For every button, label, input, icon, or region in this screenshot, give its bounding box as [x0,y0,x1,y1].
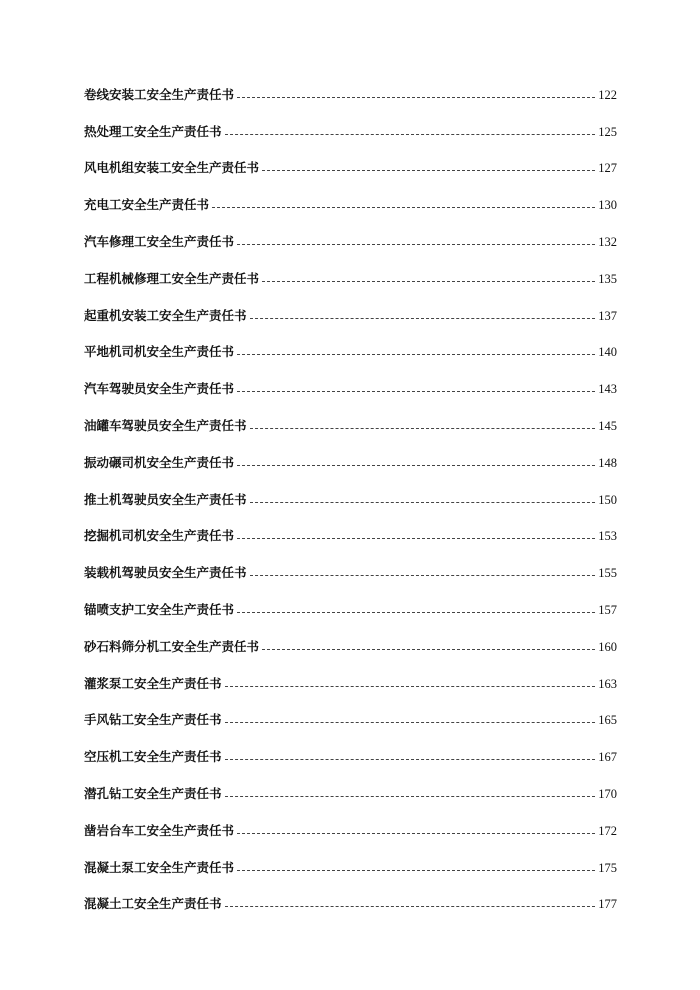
toc-dot-leader [262,649,595,650]
toc-entry[interactable] [84,771,617,808]
toc-entry[interactable] [84,808,617,845]
toc-dot-leader [262,281,595,282]
toc-dot-leader [225,722,596,723]
toc-entry-title: 推土机驾驶员安全生产责任书 [84,491,247,507]
toc-dot-leader [250,502,596,503]
toc-entry[interactable] [84,661,617,698]
toc-page-number: 165 [598,713,617,728]
toc-page-number: 122 [598,87,617,102]
toc-entry-title: 风电机组安装工安全生产责任书 [84,160,260,176]
toc-entry-title: 工程机械修理工安全生产责任书 [84,270,260,286]
toc-dot-leader [225,134,596,135]
toc-dot-leader [237,97,595,98]
toc-dot-leader [225,686,596,687]
toc-page-number: 172 [598,823,617,838]
toc-dot-leader [225,796,596,797]
toc-page-number: 145 [598,418,617,433]
toc-entry[interactable] [84,403,617,440]
toc-entry-title: 卷线安装工安全生产责任书 [84,86,235,102]
toc-entry[interactable] [84,293,617,330]
toc-page-number: 160 [598,639,617,654]
toc-entry[interactable] [84,146,617,183]
toc-entry-title: 凿岩台车工安全生产责任书 [84,822,235,838]
toc-entry-title: 空压机工安全生产责任书 [84,749,222,765]
toc-dot-leader [212,207,595,208]
toc-entry[interactable] [84,366,617,403]
toc-page-number: 175 [598,860,617,875]
toc-entry-title: 锚喷支护工安全生产责任书 [84,601,235,617]
toc-dot-leader [225,759,596,760]
toc-page-number: 155 [598,566,617,581]
toc-entry-title: 潜孔钻工安全生产责任书 [84,785,222,801]
table-of-contents [84,72,617,918]
toc-dot-leader [250,575,596,576]
toc-entry[interactable] [84,72,617,109]
toc-page-number: 132 [598,234,617,249]
toc-entry[interactable] [84,182,617,219]
toc-dot-leader [250,428,596,429]
toc-entry-title: 油罐车驾驶员安全生产责任书 [84,417,247,433]
toc-entry[interactable] [84,845,617,882]
toc-dot-leader [225,906,596,907]
toc-dot-leader [237,354,595,355]
toc-page-number: 135 [598,271,617,286]
toc-page-number: 148 [598,455,617,470]
toc-page-number: 157 [598,602,617,617]
toc-entry-title: 手风钻工安全生产责任书 [84,712,222,728]
toc-entry-title: 充电工安全生产责任书 [84,197,210,213]
toc-entry[interactable] [84,477,617,514]
toc-page-number: 150 [598,492,617,507]
toc-entry[interactable] [84,219,617,256]
toc-page-number: 163 [598,676,617,691]
toc-entry-title: 振动碾司机安全生产责任书 [84,454,235,470]
toc-page-number: 167 [598,750,617,765]
toc-entry-title: 热处理工安全生产责任书 [84,123,222,139]
toc-entry[interactable] [84,624,617,661]
toc-dot-leader [237,538,595,539]
toc-dot-leader [237,833,595,834]
toc-entry-title: 砂石料筛分机工安全生产责任书 [84,638,260,654]
toc-entry[interactable] [84,698,617,735]
toc-entry[interactable] [84,514,617,551]
toc-entry-title: 起重机安装工安全生产责任书 [84,307,247,323]
toc-entry-title: 混凝土泵工安全生产责任书 [84,859,235,875]
toc-entry[interactable] [84,109,617,146]
toc-entry[interactable] [84,587,617,624]
toc-page-number: 143 [598,382,617,397]
toc-page-number: 140 [598,345,617,360]
toc-page-number: 177 [598,897,617,912]
toc-dot-leader [237,870,595,871]
toc-entry[interactable] [84,882,617,919]
toc-dot-leader [237,391,595,392]
toc-dot-leader [250,318,596,319]
toc-page-number: 125 [598,124,617,139]
toc-entry-title: 挖掘机司机安全生产责任书 [84,528,235,544]
toc-page-number: 170 [598,786,617,801]
toc-entry-title: 混凝土工安全生产责任书 [84,896,222,912]
toc-dot-leader [262,170,595,171]
toc-entry-title: 平地机司机安全生产责任书 [84,344,235,360]
toc-entry[interactable] [84,256,617,293]
toc-dot-leader [237,465,595,466]
toc-entry[interactable] [84,734,617,771]
toc-entry[interactable] [84,550,617,587]
toc-entry-title: 汽车修理工安全生产责任书 [84,233,235,249]
toc-entry-title: 装载机驾驶员安全生产责任书 [84,565,247,581]
toc-page-number: 153 [598,529,617,544]
toc-page-number: 130 [598,198,617,213]
toc-entry-title: 灌浆泵工安全生产责任书 [84,675,222,691]
toc-page-number: 127 [598,161,617,176]
toc-page-number: 137 [598,308,617,323]
toc-entry-title: 汽车驾驶员安全生产责任书 [84,381,235,397]
toc-dot-leader [237,244,595,245]
toc-entry[interactable] [84,440,617,477]
toc-dot-leader [237,612,595,613]
toc-entry[interactable] [84,330,617,367]
